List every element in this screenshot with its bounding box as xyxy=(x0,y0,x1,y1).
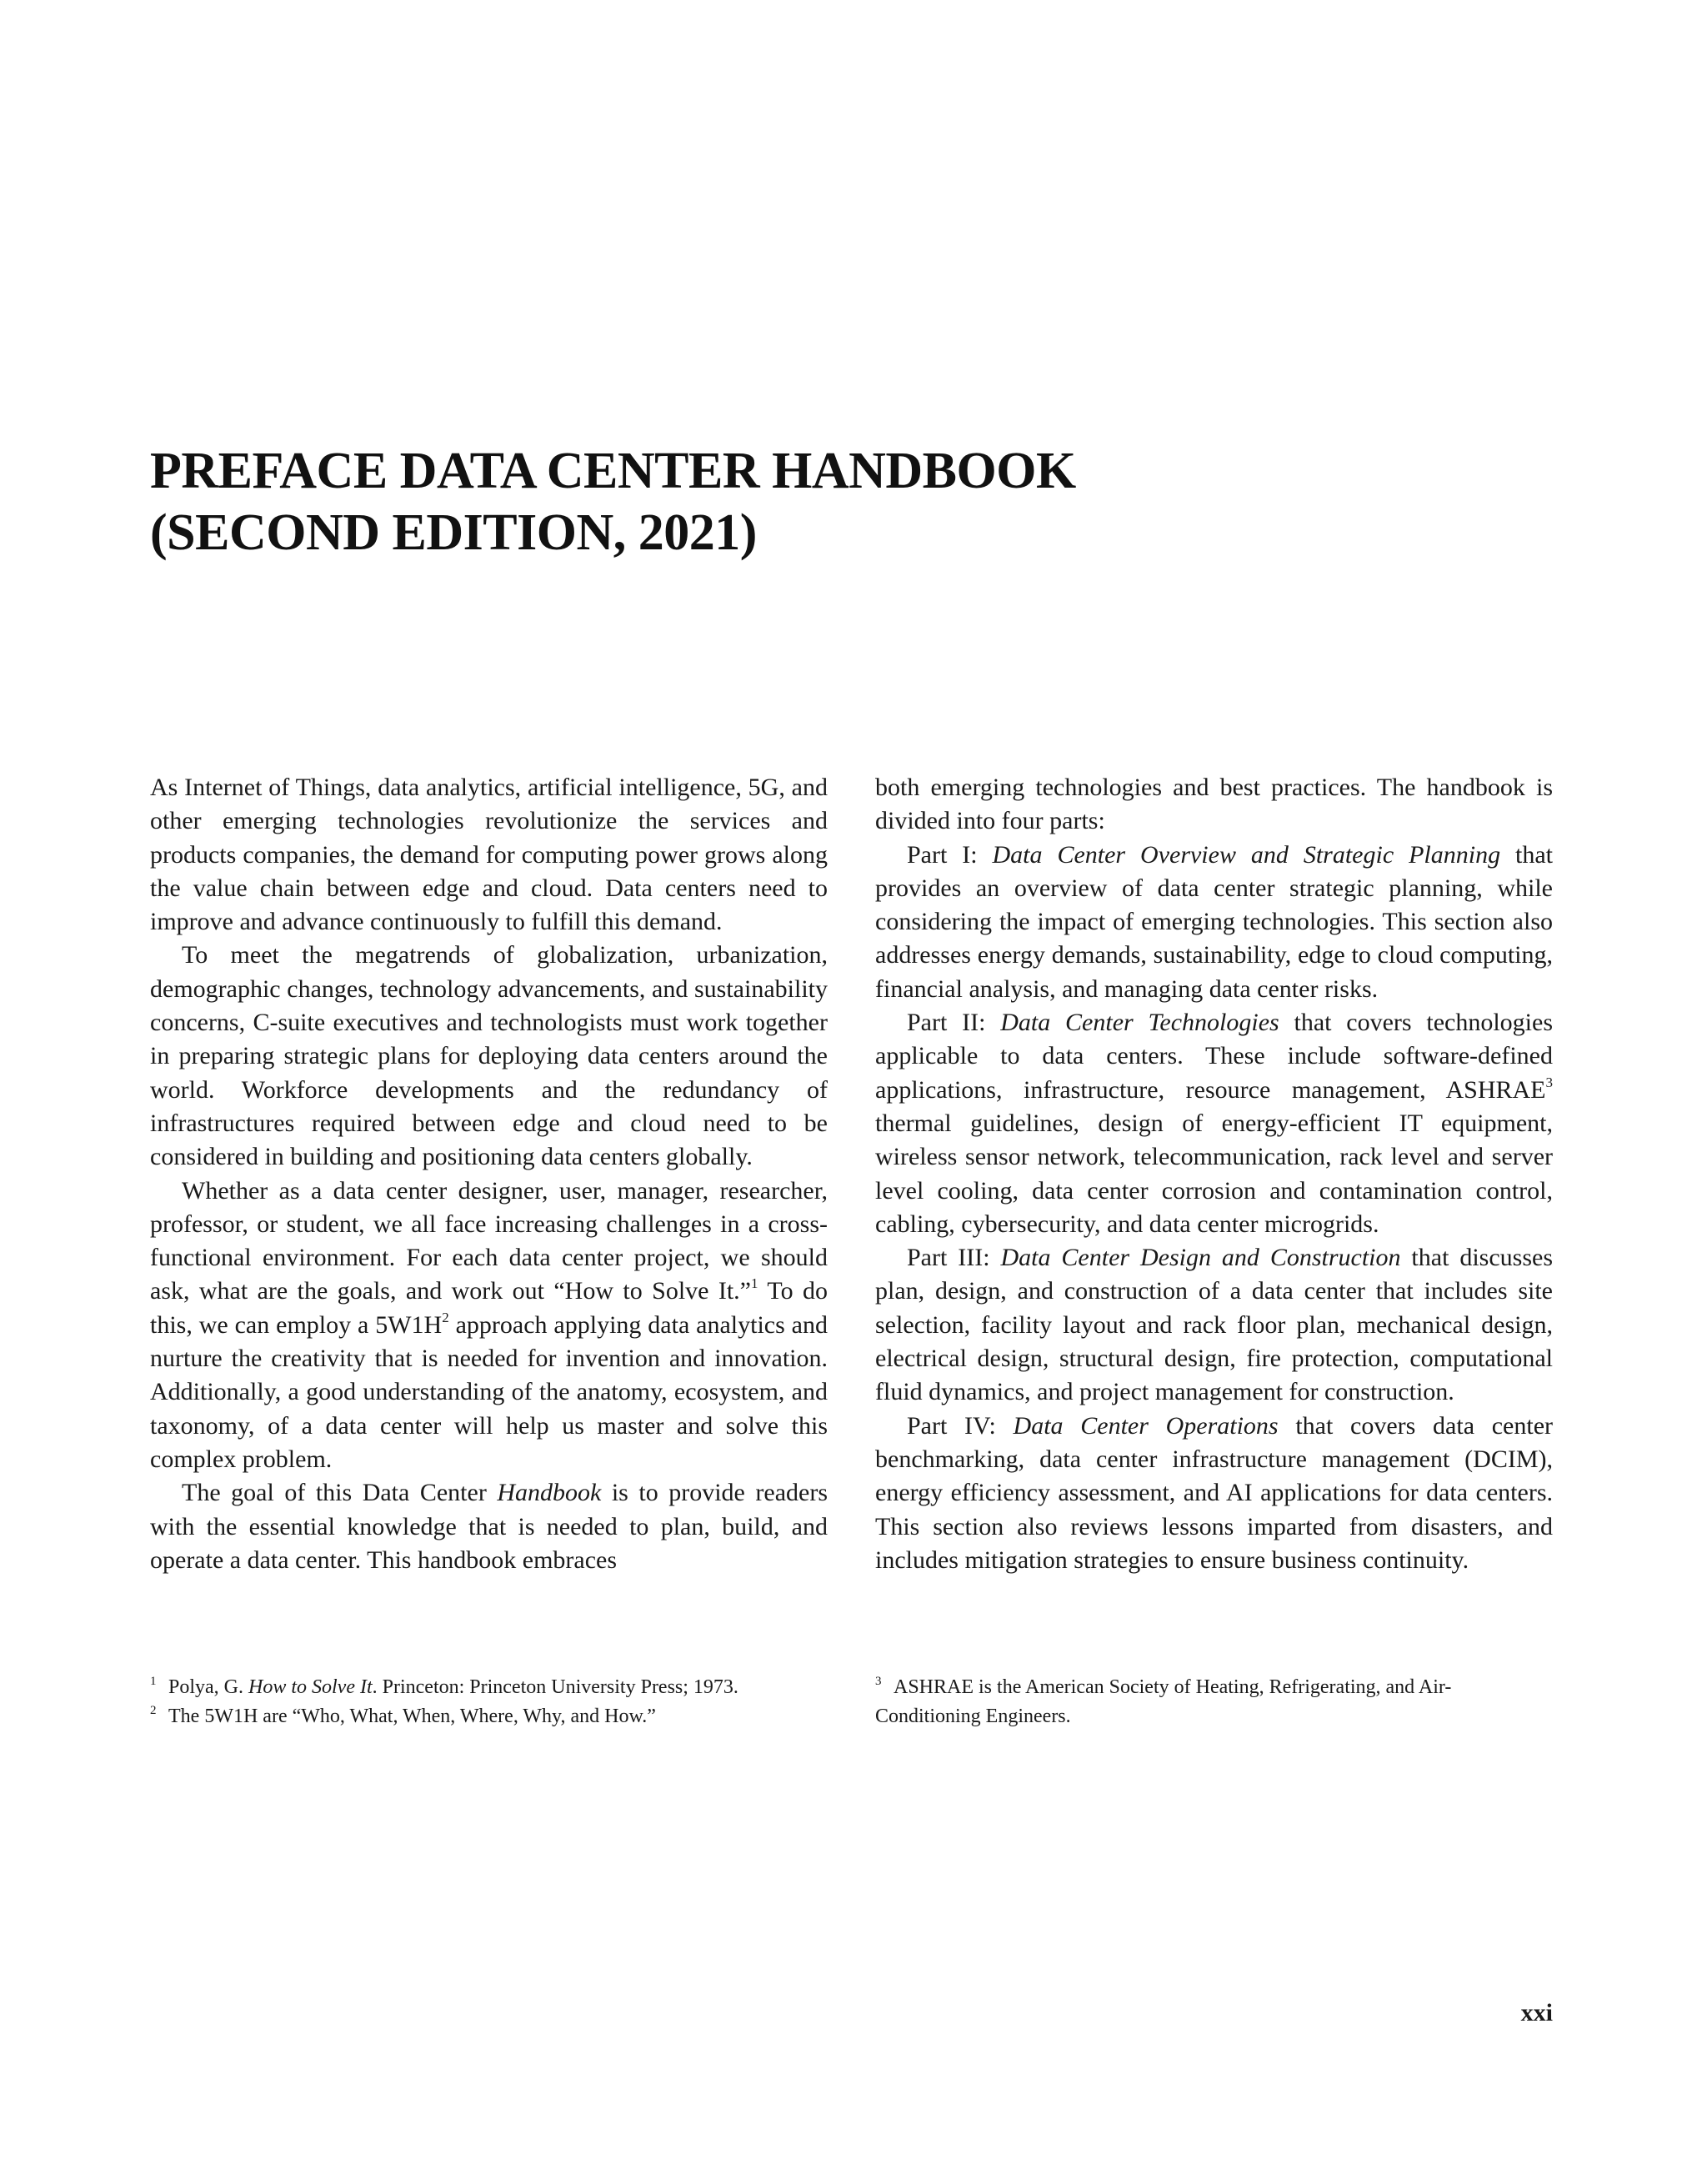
right-paragraph-part-2 xyxy=(875,1006,1553,1241)
part-4-title: Data Center Operations xyxy=(1013,1411,1279,1440)
left-paragraph-1: As Internet of Things, data analytics, artificial intelligence, 5G, and other emerging technologies revolutionize the services and products companies, the demand for computing power grows along the value chain between edge and cloud. Data centers need to improve and advance continuously to fulfill this demand. xyxy=(150,774,828,936)
footnote-1-text-a: Polya, G. xyxy=(168,1676,248,1698)
footnote-ref-3[interactable]: 3 xyxy=(1545,1074,1553,1090)
right-column xyxy=(875,771,1553,1577)
part-2-text-a: that covers technologies applicable to data centers. These include software-defined applications, infrastructure, resource management, ASHRAE xyxy=(875,1009,1553,1104)
footnote-3-text: ASHRAE is the American Society of Heating, Refrigerating, and Air-Conditioning Engineers. xyxy=(875,1676,1452,1727)
left-paragraph-3-text-c: approach applying data analytics and nurture the creativity that is needed for invention and innovation. Additionally, a good understanding of the anatomy, ecosystem, and taxonomy, of a data center will help us master and solve this complex problem. xyxy=(150,1310,828,1473)
footnote-2-text: The 5W1H are “Who, What, When, Where, Why, and How.” xyxy=(168,1706,656,1727)
part-2-title: Data Center Technologies xyxy=(1000,1009,1279,1037)
part-2-text-b: thermal guidelines, design of energy-efficient IT equipment, wireless sensor network, telecommunication, rack level and server level cooling, data center corrosion and contamination control, cabling, cybersecurity, and data center microgrids. xyxy=(875,1109,1553,1238)
footnote-ref-1[interactable]: 1 xyxy=(751,1275,758,1292)
page-number: xxi xyxy=(1520,1999,1553,2026)
left-paragraph-4-emphasis: Handbook xyxy=(497,1479,602,1507)
footnote-ref-2[interactable]: 2 xyxy=(442,1309,449,1325)
right-paragraph-part-4 xyxy=(875,1410,1553,1577)
left-paragraph-3-text-b: To do this, we can employ a 5W1H xyxy=(150,1277,828,1339)
left-column xyxy=(150,771,828,1577)
left-paragraph-4-text-b: is to provide readers with the essential knowledge that is needed to plan, build, and operate a data center. This handbook embraces xyxy=(150,1479,828,1574)
footnotes-right xyxy=(875,1673,1553,1731)
left-paragraph-3-text-a: Whether as a data center designer, user, manager, researcher, professor, or student, we all face increasing challenges in a cross-functional environment. For each data center project, we should ask, what are the goals, and work out “How to Solve It.” xyxy=(150,1176,828,1305)
part-4-label: Part IV: xyxy=(907,1411,1014,1440)
right-paragraph-part-3 xyxy=(875,1241,1553,1409)
part-3-text: that discusses plan, design, and construction of a data center that includes site selection, facility layout and rack floor plan, mechanical design, electrical design, structural design, fire protection, computational fluid dynamics, and project management for construction. xyxy=(875,1244,1553,1406)
left-paragraph-2: To meet the megatrends of globalization, urbanization, demographic changes, technology advancements, and sustainability concerns, C-suite executives and technologists must work together in preparing strategic plans for deploying data centers around the world. Workforce developments and the redundancy of infrastructures required between edge and cloud need to be considered in building and positioning data centers globally. xyxy=(150,941,828,1171)
title-line-1: PREFACE DATA CENTER HANDBOOK xyxy=(150,443,1076,499)
footnotes-left xyxy=(150,1673,828,1731)
right-paragraph-1: both emerging technologies and best practices. The handbook is divided into four parts: xyxy=(875,774,1553,835)
right-paragraph-part-1 xyxy=(875,839,1553,1006)
part-1-title: Data Center Overview and Strategic Planning xyxy=(992,840,1501,869)
footnote-2: 2 The 5W1H are “Who, What, When, Where, Why, and How.” xyxy=(150,1704,656,1727)
part-3-title: Data Center Design and Construction xyxy=(1000,1244,1401,1272)
left-paragraph-4-text-a: The goal of this Data Center xyxy=(182,1479,498,1507)
page-title xyxy=(150,440,1400,564)
part-4-text: that covers data center benchmarking, data center infrastructure management (DCIM), energy efficiency assessment, and AI applications for data centers. This section also reviews lessons imparted from disasters, and includes mitigation strategies to ensure business continuity. xyxy=(875,1411,1554,1574)
left-paragraph-4 xyxy=(150,1476,828,1577)
left-paragraph-3 xyxy=(150,1175,828,1477)
part-3-label: Part III: xyxy=(907,1244,1001,1272)
footnote-1-text-b: . Princeton: Princeton University Press; 1973. xyxy=(372,1676,738,1698)
footnote-1: 1 Polya, G. How to Solve It. Princeton: Princeton University Press; 1973. xyxy=(150,1675,738,1698)
footnote-3: 3 ASHRAE is the American Society of Heating, Refrigerating, and Air-Conditioning Engineers. xyxy=(875,1675,1452,1727)
part-1-text: that provides an overview of data center strategic planning, while considering the impact of emerging technologies. This section also addresses energy demands, sustainability, edge to cloud computing, financial analysis, and managing data center risks. xyxy=(875,840,1553,1003)
part-2-label: Part II: xyxy=(907,1009,1001,1037)
part-1-label: Part I: xyxy=(907,840,993,869)
title-line-2: (SECOND EDITION, 2021) xyxy=(150,504,757,561)
footnote-1-book-title: How to Solve It xyxy=(248,1676,373,1698)
